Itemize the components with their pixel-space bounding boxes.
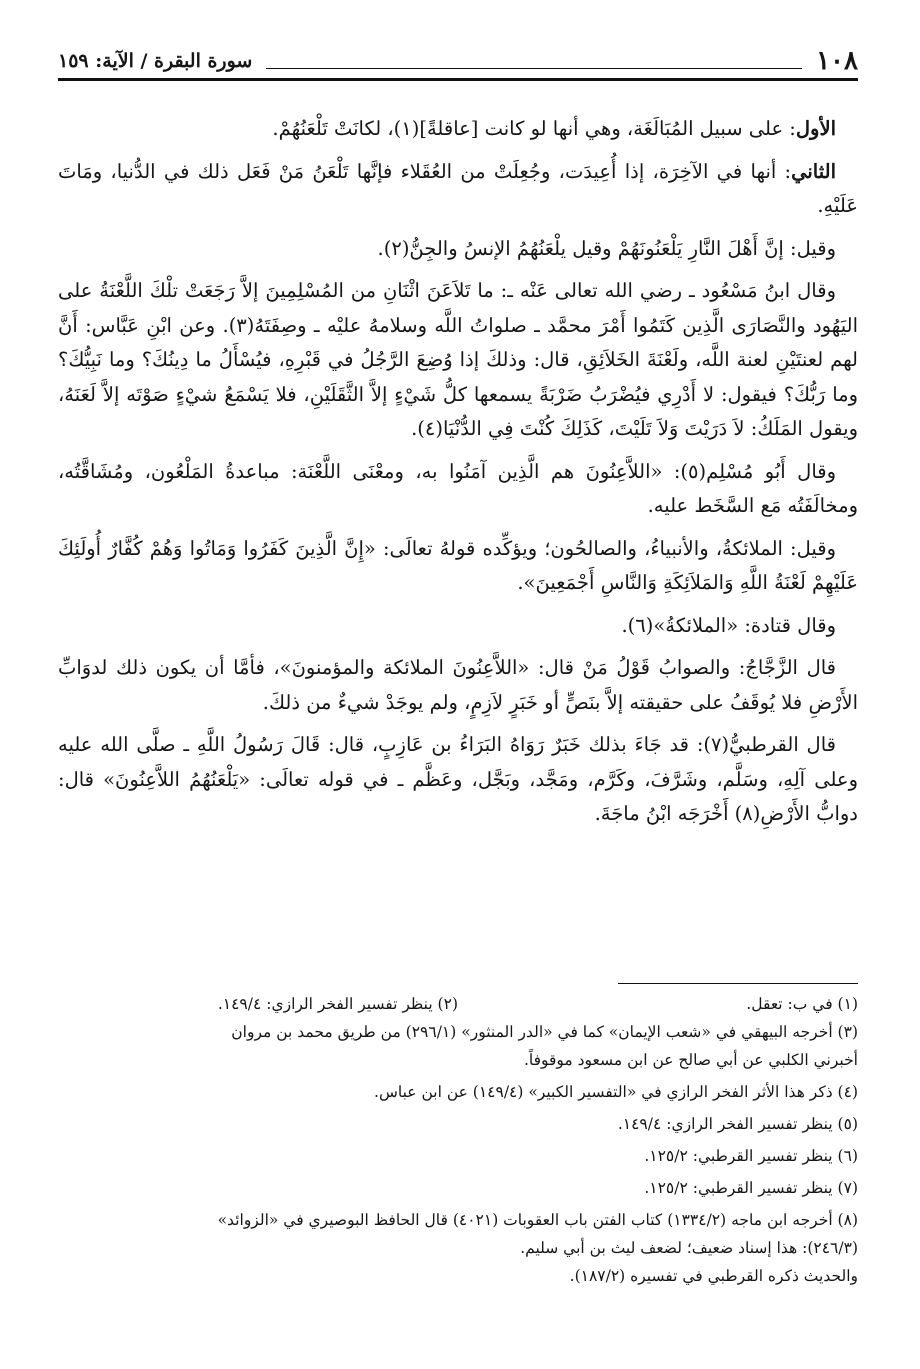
footnotes — [58, 990, 858, 1294]
paragraph: قال الزَّجَّاجُ: والصوابُ قَوْلُ مَنْ قال: «اللاَّعِنُونَ الملائكة والمؤمنونَ»، فأمَّا أن يكون ذلك لدوَابِّ الأَرْضِ فلا يُوقَفُ على حقيقته إلاَّ بنَصٍّ أو خَبَرٍ لاَزِمٍ، ولم يوجَدْ شيءٌ من ذلكَ. — [58, 656, 858, 714]
lead-word: الثاني — [791, 159, 836, 183]
footnote-6: (٦) ينظر تفسير القرطبي: ١٢٥/٢. — [644, 1147, 858, 1165]
page-number: ١٠٨ — [816, 46, 858, 76]
footnote-3-line-1: (٣) أخرجه البيهقي في «شعب الإيمان» كما في «الدر المنثور» (٢٩٦/١) من طريق محمد بن مروان — [231, 1023, 858, 1041]
footnote-3 — [58, 1018, 858, 1074]
footnote-row — [58, 990, 858, 1018]
lead-word: الأول — [795, 117, 836, 140]
running-header — [58, 38, 858, 81]
footnote-2: (٢) ينظر تفسير الفخر الرازي: ١٤٩/٤. — [217, 995, 458, 1013]
paragraph: وقال قتادة: «الملائكةُ»(٦). — [621, 613, 836, 637]
main-text — [58, 112, 858, 840]
footnote-4: (٤) ذكر هذا الأثر الفخر الرازي في «التفسير الكبير» (١٤٩/٤) عن ابن عباس. — [374, 1083, 858, 1101]
footnote-7: (٧) ينظر تفسير القرطبي: ١٢٥/٢. — [644, 1179, 858, 1197]
footnote-1: (١) في ب: تعقل. — [746, 995, 858, 1013]
footnote-8 — [58, 1206, 858, 1290]
paragraph: وقيل: الملائكةُ، والأنبياءُ، والصالحُون؛ ويؤكِّده قولهُ تعالَى: «إِنَّ الَّذِينَ كَفَرُوا وَمَاتُوا وَهُمْ كُفَّارٌ أُولَئِكَ عَلَيْهِمْ لَعْنَةُ اللَّهِ وَالمَلاَئِكَةِ وَالنَّاسِ أَجْمَعِينَ». — [58, 536, 858, 594]
footnote-3-line-2: أخبرني الكلبي عن أبي صالح عن ابن مسعود موقوفاً. — [523, 1051, 858, 1069]
paragraph-second-reason — [58, 155, 858, 224]
paragraph-text: : أنها في الآخِرَة، إذا أُعِيدَت، وجُعِلَتْ من العُقَلاء فإنَّها تَلْعَنُ مَنْ فَعَل ذلك في الدُّنيا، ومَاتَ عَلَيْهِ. — [58, 159, 858, 217]
paragraph-first-reason — [58, 112, 858, 147]
footnote-8-line-1: (٨) أخرجه ابن ماجه (١٣٣٤/٢) كتاب الفتن باب العقوبات (٤٠٢١) قال الحافظ البوصيري في «الزوائد» — [217, 1211, 858, 1229]
footnote-5: (٥) ينظر تفسير الفخر الرازي: ١٤٩/٤. — [617, 1115, 858, 1133]
header-rule — [266, 68, 802, 69]
footnote-8-line-2: (٢٤٦/٣): هذا إسناد ضعيف؛ لضعف ليث بن أبي سليم. — [520, 1239, 858, 1257]
paragraph-text: : على سبيل المُبَالَغَة، وهي أنها لو كانت [عاقلةً](١)، لكانَتْ تَلْعَنُهُمْ. — [272, 117, 796, 140]
paragraph: وقال ابنُ مَسْعُود ـ رضي الله تعالى عَنْه ـ: ما تَلاَعَنَ اثْنَانِ من المُسْلِمِينَ إلاَّ رَجَعَتْ تلْكَ اللَّعْنَةُ على اليَهُود والنَّصَارَى الَّذِين كَتَمُوا أَمْرَ محمَّد ـ صلواتُ اللَّه وسلامهُ عليْه ـ وصِفَتَهُ(٣). وعن ابْنِ عَبَّاس: أَنَّ لهم لعنتَيْنِ لعنة اللَّه، ولَعْنَةَ الخَلاَئِقِ، قال: وذلكَ إذا وُضِعَ الرَّجُلُ في قَبْرِهِ، فيُسْأَلُ ما دِينُكَ؟ وما نَبِيُّكَ؟ وما رَبُّكَ؟ فيقول: لا أَدْرِي فيُضْرَبُ ضَرْبَةً يسمعها كلُّ شَيْءٍ إلاَّ الثَّقَلَيْنِ، فلا يَسْمَعُ شيْءٍ صَوْتَه إلاَّ لَعَنَهُ، ويقول المَلَكُ: لاَ دَرَيْتَ وَلاَ تَلَيْتَ، كَذَلِكَ كُنْتَ فِي الدُّنْيَا(٤). — [58, 279, 858, 440]
footnote-8-line-3: والحديث ذكره القرطبي في تفسيره (١٨٧/٢). — [569, 1267, 858, 1285]
paragraph: وقال أَبُو مُسْلِم(٥): «اللاَّعِنُونَ هم الَّذِين آمَنُوا به، ومعْنَى اللَّعْنَة: مباعدةُ المَلْعُون، ومُشَاقَّتُه، ومخالَفَتُه مَع السَّخَط عليه. — [58, 459, 858, 517]
running-title: سورة البقرة / الآية: ١٥٩ — [58, 50, 253, 72]
paragraph: قال القرطبيُّ(٧): قد جَاءَ بذلك خَبَرٌ رَوَاهُ البَرَاءُ بن عَازِبٍ، قال: قَالَ رَسُولُ اللَّهِ ـ صلَّى الله عليه وعلى آلِهِ، وسَلَّم، وشَرَّفَ، وكَرَّم، ومَجَّد، وبَجَّل، وعَظَّم ـ في قوله تعالَى: «يَلْعَنُهُمُ اللاَّعِنُونَ» قال: دوابُّ الأَرْضِ(٨) أَخْرَجَه ابْنُ ماجَةَ. — [58, 733, 858, 825]
paragraph: وقيل: إنَّ أَهْلَ النَّارِ يَلْعَنُونَهُمْ وقيل يلْعَنُهُمُ الإنسُ والجِنُّ(٢). — [377, 236, 836, 260]
footnote-separator — [618, 983, 858, 984]
